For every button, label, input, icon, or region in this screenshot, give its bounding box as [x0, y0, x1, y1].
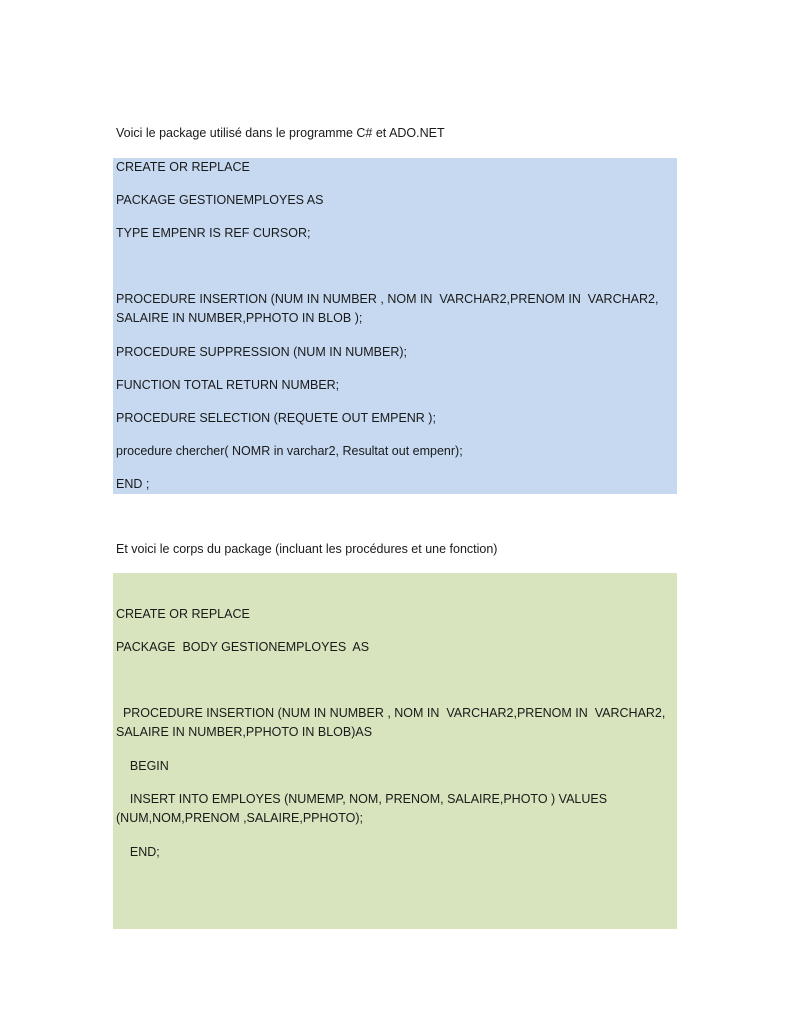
- code-line: PROCEDURE SUPPRESSION (NUM IN NUMBER);: [116, 345, 407, 359]
- code-line: PACKAGE BODY GESTIONEMPLOYES AS: [116, 640, 370, 654]
- code-line: TYPE EMPENR IS REF CURSOR;: [116, 226, 311, 240]
- code-line: END ;: [116, 477, 150, 491]
- code-line: INSERT INTO EMPLOYES (NUMEMP, NOM, PRENOM, SALAIRE,PHOTO ) VALUES: [116, 792, 608, 806]
- code-line: SALAIRE IN NUMBER,PPHOTO IN BLOB)AS: [116, 725, 373, 739]
- code-line: procedure chercher( NOMR in varchar2, Resultat out empenr);: [116, 444, 463, 458]
- code-line: BEGIN: [116, 759, 169, 773]
- code-line: FUNCTION TOTAL RETURN NUMBER;: [116, 378, 340, 392]
- code-line: CREATE OR REPLACE: [116, 607, 250, 621]
- code-line: PACKAGE GESTIONEMPLOYES AS: [116, 193, 324, 207]
- package-spec-code-block: [113, 158, 677, 494]
- code-line: PROCEDURE INSERTION (NUM IN NUMBER , NOM IN VARCHAR2,PRENOM IN VARCHAR2,: [116, 706, 666, 720]
- code-line: PROCEDURE SELECTION (REQUETE OUT EMPENR );: [116, 411, 436, 425]
- code-line: (NUM,NOM,PRENOM ,SALAIRE,PPHOTO);: [116, 811, 364, 825]
- code-line: PROCEDURE INSERTION (NUM IN NUMBER , NOM IN VARCHAR2,PRENOM IN VARCHAR2,: [116, 292, 659, 306]
- package-body-code-block: [113, 573, 677, 929]
- code-line: SALAIRE IN NUMBER,PPHOTO IN BLOB );: [116, 311, 363, 325]
- intro-paragraph: Voici le package utilisé dans le programme C# et ADO.NET: [116, 126, 445, 140]
- code-line: CREATE OR REPLACE: [116, 160, 250, 174]
- body-intro-paragraph: Et voici le corps du package (incluant les procédures et une fonction): [116, 542, 498, 556]
- code-line: END;: [116, 845, 160, 859]
